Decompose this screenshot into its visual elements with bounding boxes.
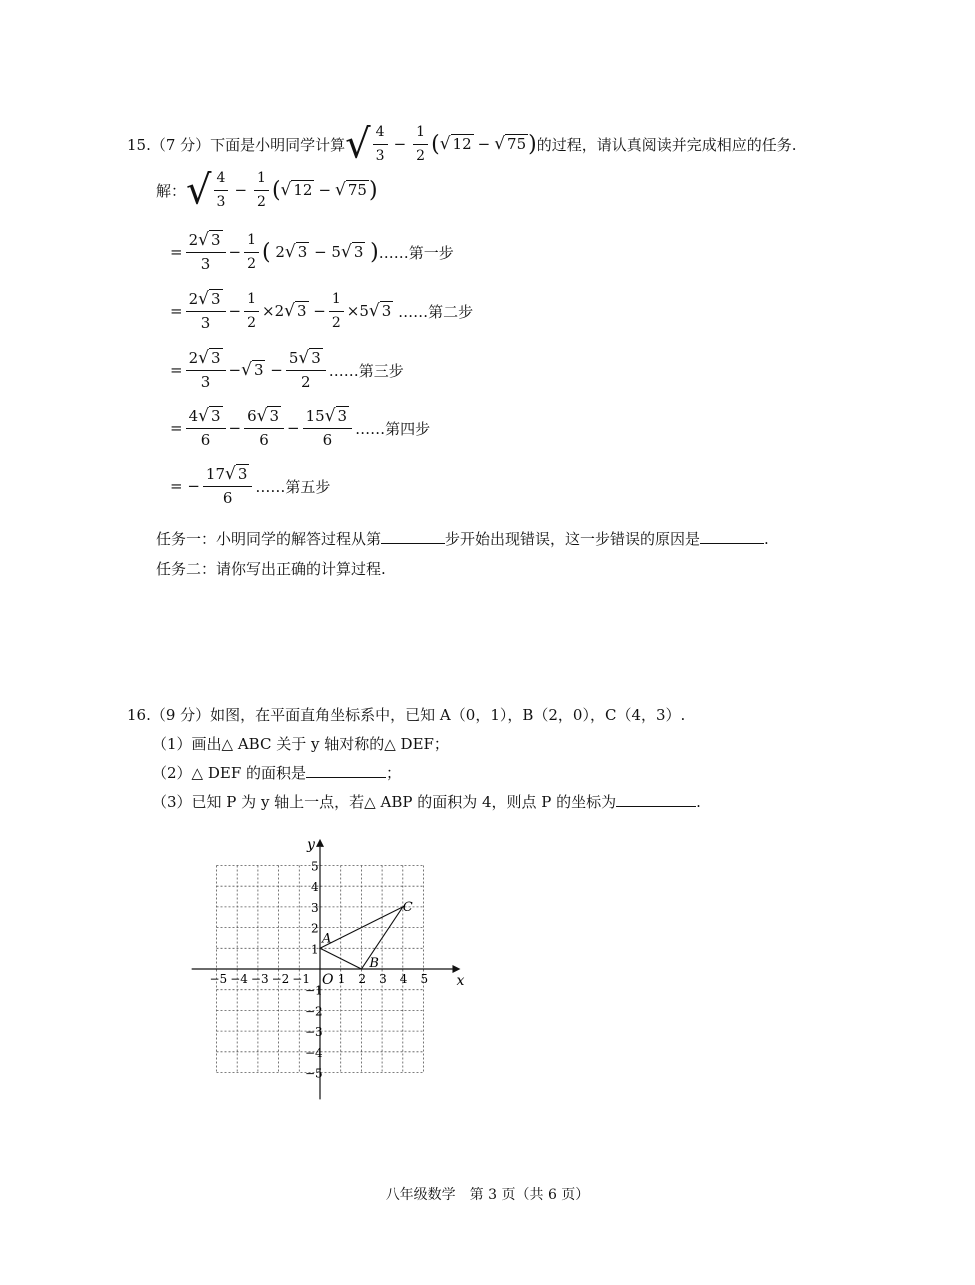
y-tick-label: −1 (305, 983, 323, 998)
q15-task-2: 任务二：请你写出正确的计算过程. (156, 560, 386, 578)
x-tick-label: 5 (420, 972, 429, 986)
q15-sqrt12: √ 12 (439, 134, 472, 154)
point-label-c: C (402, 899, 413, 915)
point-label-a: A (322, 931, 332, 947)
q15-step-2: = $\frac{2√ 3}{3}$ − $\frac{1}{2}$ ×2√ 3 − $\frac{1}{2}$ ×5√ 3 ……第二步 (170, 288, 474, 332)
q15-header: 15.（7 分）下面是小明同学计算 √ $\frac{4}{3}$ − $\frac{1}{2}$ ( √ 12 − √ 75 ) 的过程，请认真阅读并完成相应的任务. (127, 121, 797, 167)
step-5-label: ……第五步 (255, 477, 331, 496)
q15-sqrt-4-over-3: √ $\frac{4}{3}$ (345, 124, 389, 165)
x-tick-label: 1 (337, 972, 346, 986)
y-tick-label: 4 (311, 880, 319, 895)
x-axis-arrow (452, 965, 460, 973)
origin-label: O (322, 972, 334, 988)
q15-step-3: = $\frac{2√ 3}{3}$ −√ 3 − $\frac{5√ 3}{2}$ ……第三步 (170, 347, 404, 391)
task1-blank-step[interactable] (381, 529, 445, 544)
tick-labels (210, 860, 429, 1081)
x-tick-label: −1 (292, 972, 311, 986)
triangle-abc (320, 900, 413, 971)
y-tick-label: −4 (305, 1045, 323, 1060)
y-tick-label: 2 (311, 921, 319, 936)
x-tick-label: −2 (271, 972, 290, 986)
q15-task-1: 任务一：小明同学的解答过程从第 步开始出现错误，这一步错误的原因是 . (156, 530, 769, 548)
y-tick-label: −3 (305, 1025, 323, 1040)
step-1-label: ……第一步 (378, 243, 454, 262)
y-tick-label: −5 (305, 1066, 323, 1081)
x-tick-label: 4 (399, 972, 408, 986)
q15-header-suffix: 的过程，请认真阅读并完成相应的任务. (536, 135, 797, 154)
axes (192, 837, 465, 1100)
q15-frac-half: $\frac{1}{2}$ (413, 124, 428, 165)
x-tick-label: 3 (379, 972, 387, 986)
q16-header: 16.（9 分）如图，在平面直角坐标系中，已知 A（0，1），B（2，0），C（4，3）. (127, 706, 686, 724)
q15-step-1: = $\frac{2√ 3}{3}$ − $\frac{1}{2}$ ( 2√ 3 − 5√ 3 ) ……第一步 (170, 229, 454, 273)
y-axis-label: y (307, 836, 315, 853)
q15-sqrt75: √ 75 (494, 134, 527, 154)
q16-part-1: （1）画出△ ABC 关于 y 轴对称的△ DEF； (152, 735, 449, 753)
step-2-label: ……第二步 (398, 302, 474, 321)
y-tick-label: 1 (311, 942, 319, 957)
solution-label: 解： (156, 181, 187, 200)
q15-header-prefix: 15.（7 分）下面是小明同学计算 (127, 135, 346, 154)
q16-part-3: （3）已知 P 为 y 轴上一点，若△ ABP 的面积为 4，则点 P 的坐标为 . (152, 793, 701, 811)
task1-blank-reason[interactable] (700, 529, 764, 544)
y-tick-label: 5 (311, 859, 319, 874)
x-tick-label: −3 (250, 972, 269, 986)
y-axis-arrow (316, 839, 324, 847)
point-label-b: B (369, 956, 379, 971)
x-tick-label: −4 (230, 972, 248, 986)
x-axis-label: x (456, 973, 465, 989)
q15-solution-line: 解： √ $\frac{4}{3}$ − $\frac{1}{2}$ ( √ 12 − √ 75 ) (156, 167, 378, 213)
x-tick-label: 2 (358, 972, 367, 986)
y-tick-label: 3 (311, 900, 319, 915)
part2-blank[interactable] (306, 763, 386, 778)
step-4-label: ……第四步 (355, 419, 431, 438)
q15-step-4: = $\frac{4√ 3}{6}$ − $\frac{6√ 3}{6}$ − $\frac{15√ 3}{6}$ ……第四步 (170, 405, 431, 449)
q16-part-2: （2）△ DEF 的面积是 ； (152, 764, 402, 782)
x-tick-label: −5 (209, 972, 228, 986)
page-footer: 八年级数学 第 3 页（共 6 页） (385, 1187, 590, 1203)
q15-step-5: = − $\frac{17√ 3}{6}$ ……第五步 (170, 463, 331, 507)
part3-blank[interactable] (616, 792, 696, 807)
y-tick-label: −2 (305, 1004, 323, 1019)
coordinate-graph (182, 835, 482, 1105)
step-3-label: ……第三步 (328, 361, 404, 380)
